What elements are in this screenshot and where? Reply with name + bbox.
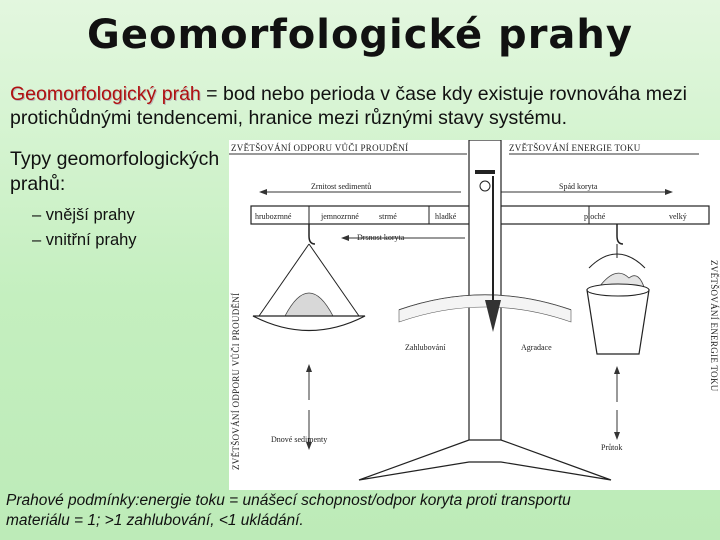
arrow-depth-label: Drsnost koryta xyxy=(357,233,405,242)
right-hook xyxy=(617,224,623,244)
right-pan-label: Průtok xyxy=(601,443,623,452)
dial-label-incision: Zahlubování xyxy=(405,343,446,352)
side-left-label: ZVĚTŠOVÁNÍ ODPORU VŮČI PROUDĚNÍ xyxy=(231,292,241,470)
arrow-sediment-head xyxy=(259,189,267,195)
left-pan xyxy=(253,316,365,331)
header-left-label: ZVĚTŠOVÁNÍ ODPORU VŮČI PROUDĚNÍ xyxy=(231,143,409,153)
side-right-label: ZVĚTŠOVÁNÍ ENERGIE TOKU xyxy=(709,260,719,392)
balance-base xyxy=(359,440,611,480)
pivot xyxy=(480,181,490,191)
beam-label-smooth: hladké xyxy=(435,212,457,221)
arrow-slope-label: Spád koryta xyxy=(559,182,598,191)
footer-note: Prahové podmínky:energie toku = unášecí schopnost/odpor koryta proti transportu materiálu = 1; >1 zahlubování, <1 ukládání. xyxy=(6,492,571,529)
beam-label-flat: ploché xyxy=(584,212,606,221)
left-hook xyxy=(309,224,315,244)
types-list xyxy=(10,203,230,253)
beam-label-coarse: hrubozrnné xyxy=(255,212,292,221)
slide-title: Geomorfologické prahy xyxy=(87,12,633,58)
balance-diagram-svg xyxy=(229,140,720,490)
left-pan-label: Dnové sedimenty xyxy=(271,435,328,444)
list-item-external: – vnější prahy xyxy=(32,203,230,228)
beam-label-fine: jemnozrnné xyxy=(321,212,359,221)
sediment-pile xyxy=(285,293,333,316)
definition-paragraph xyxy=(10,82,710,130)
dial-label-aggradation: Agradace xyxy=(521,343,552,352)
beam-label-large: velký xyxy=(669,212,687,221)
bucket xyxy=(587,290,649,354)
header-right-label: ZVĚTŠOVÁNÍ ENERGIE TOKU xyxy=(509,143,641,153)
pivot-cap xyxy=(475,170,495,174)
definition-text: = bod nebo perioda v čase kdy existuje rovnováha mezi protichůdnými tendencemi, hranice mezi různými stavy systému. xyxy=(10,83,687,129)
definition-term: Geomorfologický práh xyxy=(10,83,201,105)
arrow-depth-head xyxy=(341,235,349,241)
beam-label-steep: strmé xyxy=(379,212,397,221)
arrow-slope-head xyxy=(665,189,673,195)
threshold-types xyxy=(10,147,230,253)
types-heading: Typy geomorfologických prahů: xyxy=(10,148,220,195)
balance-diagram xyxy=(229,140,720,490)
arrow-sediment-label: Zrnitost sedimentů xyxy=(311,182,372,191)
list-item-internal: – vnitřní prahy xyxy=(32,228,230,253)
